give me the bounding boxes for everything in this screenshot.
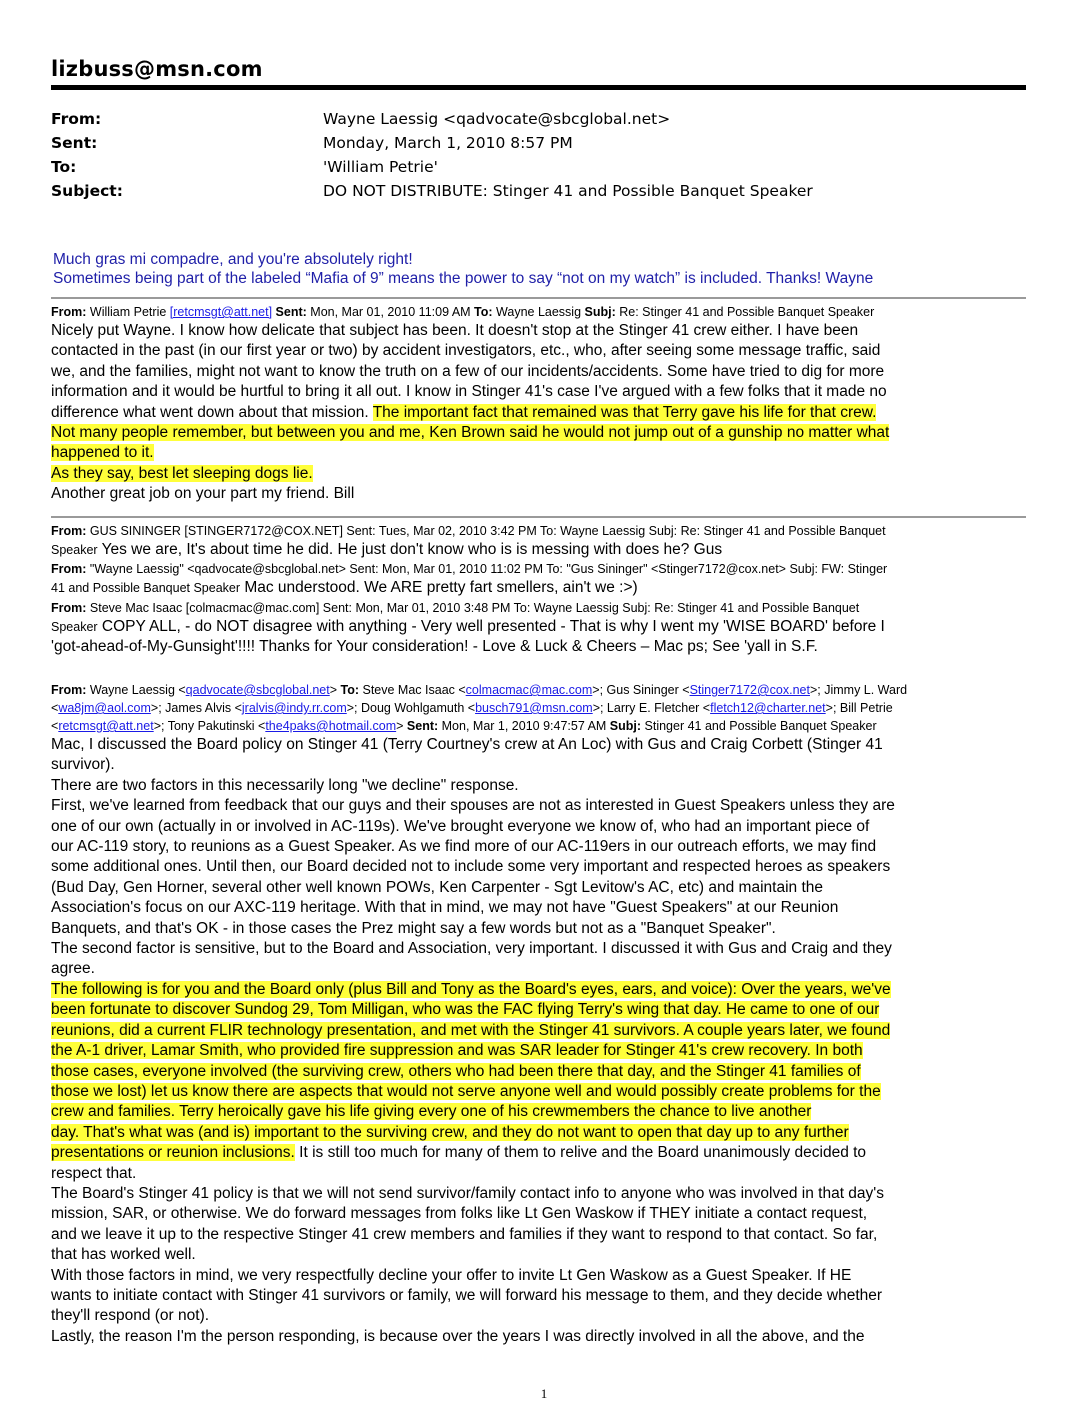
body-line: wants to initiate contact with Stinger 41 survivors or family, we will forward his message to them, and they decide whether [51, 1286, 883, 1304]
body-line: they'll respond (or not). [51, 1307, 210, 1325]
body-line: Speaker COPY ALL, - do NOT disagree with anything - Very well presented - That is why I went my 'WISE BOARD' before I [51, 617, 885, 635]
body-line [51, 1041, 1026, 1061]
header-rule [51, 85, 1026, 90]
message-meta: From: Wayne Laessig <qadvocate@sbcglobal.net> To: Steve Mac Isaac <colmacmac@mac.com>; Gus Sininger <Stinger7172@cox.net>; Jimmy L. Ward [51, 683, 908, 697]
body-line [51, 1000, 1026, 1020]
body-line: our AC-119 story, to reunions as a Guest Speaker. As we find more of our AC-119ers in our outreach efforts, we may find [51, 838, 877, 856]
body-line: Lastly, the reason I'm the person responding, is because over the years I was directly involved in all the above, and the [51, 1327, 865, 1345]
body-line [51, 1082, 1026, 1102]
message-meta: From: Steve Mac Isaac [colmacmac@mac.com] Sent: Mon, Mar 01, 2010 3:48 PM To: Wayne Laessig Subj: Re: Stinger 41 and Possible Banquet [51, 600, 860, 615]
body-line [51, 1123, 1026, 1143]
message-separator [51, 516, 1026, 518]
highlighted-text: Not many people remember, but between you and me, Ken Brown said he would not jump out of a gunship no matter what [51, 424, 890, 442]
body-line [51, 423, 1026, 443]
body-line: 'got-ahead-of-My-Gunsight'!!!! Thanks for Your consideration! - Love & Luck & Cheers – Mac ps; See 'yall in S.F. [51, 638, 818, 656]
message-wayne [51, 681, 1026, 1347]
highlighted-text: been fortunate to discover Sundog 29, Tom Milligan, who was the FAC flying Terry's wing that day. He came to one of our [51, 1001, 880, 1019]
highlighted-text: happened to it. [51, 444, 154, 462]
highlighted-text: those cases, everyone involved (the surviving crew, others who had been there that day, and the Stinger 41 families of [51, 1062, 861, 1080]
body-line: The second factor is sensitive, but to the Board and Association, very important. I discussed it with Gus and Craig and they [51, 940, 892, 958]
body-line: 41 and Possible Banquet Speaker Mac understood. We ARE pretty fart smellers, ain't we :>) [51, 579, 638, 597]
email-link[interactable]: [retcmsgt@att.net] [169, 305, 273, 319]
body-line: we, and the families, might not want to know the truth on a few of our incidents/accidents. Some have tried to dig for more [51, 362, 885, 380]
highlighted-text: reunions, did a current FLIR technology presentation, and met with the Stinger 41 survivors. A couple years later, we found [51, 1021, 891, 1039]
body-line: survivor). [51, 756, 115, 774]
account-email: lizbuss@msn.com [51, 57, 263, 81]
body-line [51, 1102, 1026, 1122]
body-line: that has worked well. [51, 1246, 196, 1264]
subject-value: DO NOT DISTRIBUTE: Stinger 41 and Possible Banquet Speaker [323, 182, 813, 200]
body-line [51, 464, 1026, 484]
email-link[interactable]: the4paks@hotmail.com [265, 719, 397, 733]
body-line: presentations or reunion inclusions. It is still too much for many of them to relive and the Board unanimously decided to [51, 1144, 867, 1162]
reply-line: Much gras mi compadre, and you're absolutely right! [53, 251, 413, 268]
to-label: To: [51, 158, 77, 176]
body-line: Association's focus on our AXC-119 heritage. With that in mind, we may not have "Guest Speakers" at our Reunion [51, 899, 839, 917]
body-line: one of our own (actually in or involved in AC-119s). We've brought everyone we know of, who had an important piece of [51, 817, 870, 835]
body-line: First, we've learned from feedback that our guys and their spouses are not as interested in Guest Speakers unless they are [51, 797, 895, 815]
email-link[interactable]: qadvocate@sbcglobal.net [185, 683, 330, 697]
message-separator [51, 297, 1026, 299]
body-line [51, 1021, 1026, 1041]
body-line: Another great job on your part my friend. Bill [51, 485, 355, 503]
body-line: With those factors in mind, we very respectfully decline your offer to invite Lt Gen Waskow as a Guest Speaker. If HE [51, 1266, 852, 1284]
body-line: Banquets, and that's OK - in those cases the Prez might say a few words but not as a "Banquet Speaker". [51, 919, 776, 937]
message-chain-short [51, 522, 1026, 658]
body-line [51, 1062, 1026, 1082]
highlighted-text: The important fact that remained was that Terry gave his life for that crew. [372, 403, 877, 421]
body-line: There are two factors in this necessarily long "we decline" response. [51, 776, 519, 794]
reply-body [53, 250, 1043, 288]
body-line [51, 443, 1026, 463]
body-line: difference what went down about that mission. The important fact that remained was that Terry gave his life for that crew. [51, 403, 877, 421]
body-line: mission, SAR, or otherwise. We do forward messages from folks like Lt Gen Waskow if THEY initiate a contact request, [51, 1205, 868, 1223]
from-label: From: [51, 110, 102, 128]
email-link[interactable]: jralvis@indy.rr.com [241, 701, 347, 715]
body-line: contacted in the past (in our first year or two) by accident investigators, etc., who, after seeing some message traffic, said [51, 342, 881, 360]
body-line: information and it would be hurtful to bring it all out. I know in Stinger 41's case I've argued with a few folks that it made no [51, 383, 887, 401]
to-value: 'William Petrie' [323, 158, 438, 176]
message-meta: <retcmsgt@att.net>; Tony Pakutinski <the4paks@hotmail.com> Sent: Mon, Mar 1, 2010 9:47:57 AM Subj: Stinger 41 and Possible Banquet Speaker [51, 719, 877, 733]
body-line: and we leave it up to the respective Stinger 41 crew members and families if they want to respond to that contact. So far, [51, 1225, 878, 1243]
email-link[interactable]: wa8jm@aol.com [58, 701, 151, 715]
reply-line: Sometimes being part of the labeled “Mafia of 9” means the power to say “not on my watch” is included. Thanks! Wayne [53, 270, 874, 287]
highlighted-text: day. That's what was (and is) important to the surviving crew, and they do not want to open that day up to any further [51, 1123, 849, 1141]
email-link[interactable]: colmacmac@mac.com [465, 683, 593, 697]
body-line: agree. [51, 960, 95, 978]
message-meta: From: GUS SININGER [STINGER7172@COX.NET] Sent: Tues, Mar 02, 2010 3:42 PM To: Wayne Laessig Subj: Re: Stinger 41 and Possible Banquet [51, 524, 886, 538]
highlighted-text: those we lost) let us know there are aspects that would not serve anyone well and would possibly create problems for the [51, 1082, 881, 1100]
highlighted-text: The following is for you and the Board only (plus Bill and Tony as the Board's eyes, ears, and voice): Over the years, we've [51, 980, 891, 998]
email-link[interactable]: fletch12@charter.net [710, 701, 826, 715]
sent-label: Sent: [51, 134, 98, 152]
email-link[interactable]: Stinger7172@cox.net [689, 683, 810, 697]
email-link[interactable]: retcmsgt@att.net [58, 719, 154, 733]
from-value: Wayne Laessig <qadvocate@sbcglobal.net> [323, 110, 671, 128]
highlighted-text: crew and families. Terry heroically gave his life giving every one of his crewmembers the chance to live another [51, 1103, 812, 1121]
message-petrie [51, 303, 1026, 505]
page-number: 1 [540, 1386, 548, 1401]
body-line: Mac, I discussed the Board policy on Stinger 41 (Terry Courtney's crew at An Loc) with Gus and Craig Corbett (Stinger 41 [51, 736, 883, 753]
body-line: some additional ones. Until then, our Board decided not to include some very important and respected heroes as speakers [51, 858, 891, 876]
body-line: respect that. [51, 1164, 137, 1182]
body-line [51, 980, 1026, 1000]
subject-label: Subject: [51, 182, 123, 200]
body-line: The Board's Stinger 41 policy is that we will not send survivor/family contact info to anyone who was involved in that day's [51, 1184, 885, 1202]
highlighted-text: As they say, best let sleeping dogs lie. [51, 464, 313, 482]
body-line: Speaker Yes we are, It's about time he did. He just don't know who is is messing with does he? Gus [51, 541, 723, 558]
highlighted-text: the A-1 driver, Lamar Smith, who provided fire suppression and was SAR leader for Stinger 41's crew recovery. In both [51, 1042, 863, 1060]
body-line: (Bud Day, Gen Horner, several other well known POWs, Ken Carpenter - Sgt Levitow's AC, etc) and maintain the [51, 878, 823, 896]
message-meta: From: William Petrie [retcmsgt@att.net] Sent: Mon, Mar 01, 2010 11:09 AM To: Wayne Laessig Subj: Re: Stinger 41 and Possible Banquet Speaker [51, 305, 875, 319]
sent-value: Monday, March 1, 2010 8:57 PM [323, 134, 573, 152]
message-meta: From: "Wayne Laessig" <qadvocate@sbcglobal.net> Sent: Mon, Mar 01, 2010 11:02 PM To: "Gus Sininger" <Stinger7172@cox.net> Subj: FW: Stinger [51, 562, 888, 577]
body-line: Nicely put Wayne. I know how delicate that subject has been. It doesn't stop at the Stinger 41 crew either. I have been [51, 322, 859, 339]
message-meta: <wa8jm@aol.com>; James Alvis <jralvis@indy.rr.com>; Doug Wohlgamuth <busch791@msn.com>; Larry E. Fletcher <fletch12@charter.net>; Bill Petrie [51, 701, 893, 715]
highlighted-text: presentations or reunion inclusions. [51, 1144, 295, 1162]
email-link[interactable]: busch791@msn.com [475, 701, 593, 715]
